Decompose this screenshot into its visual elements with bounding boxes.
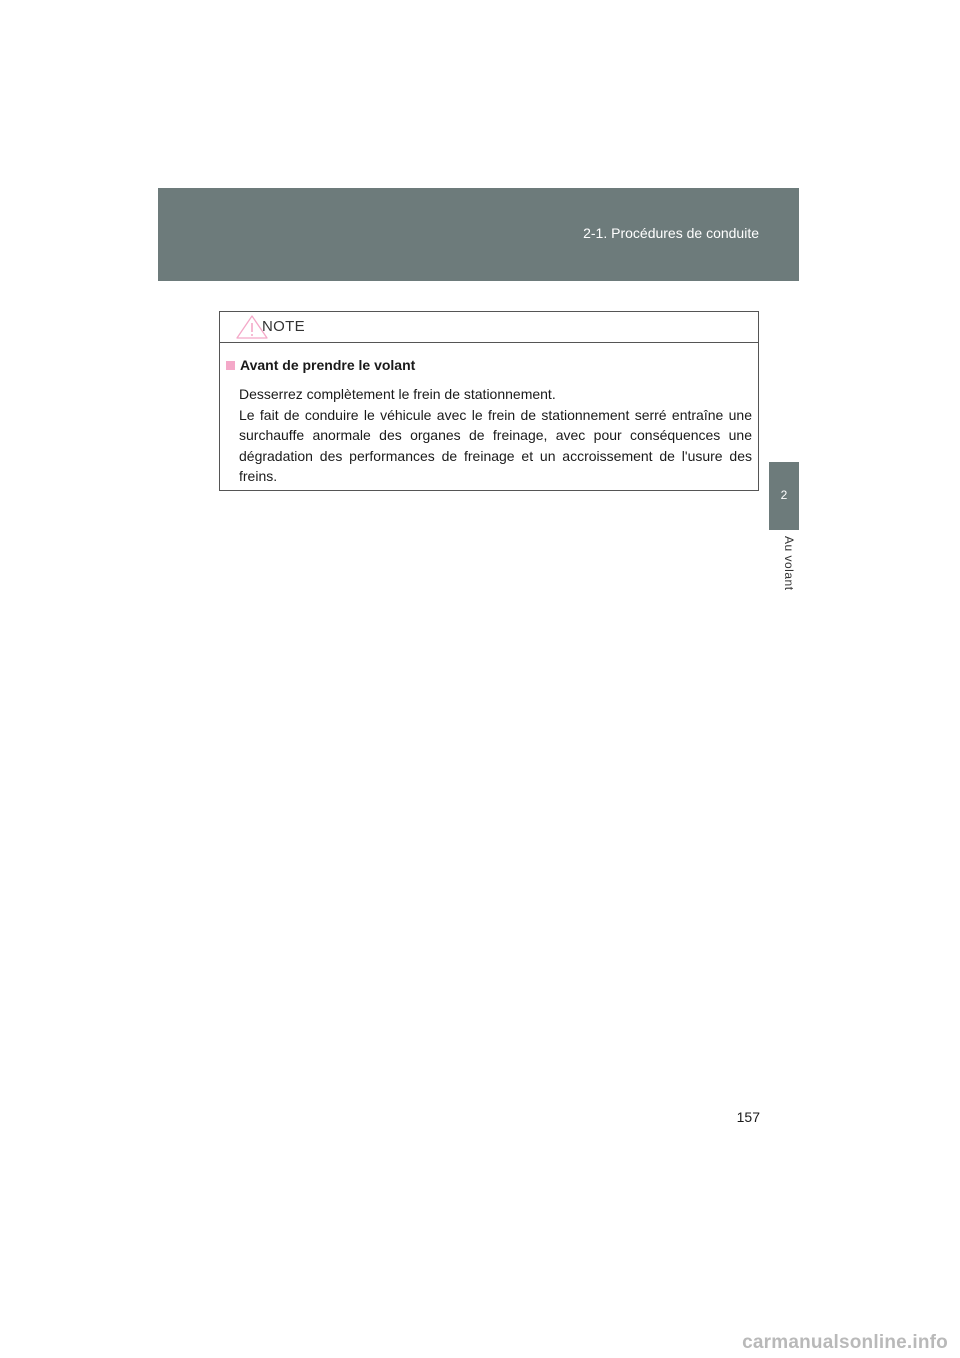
- note-body: [220, 343, 758, 487]
- watermark: carmanualsonline.info: [742, 1332, 948, 1353]
- note-heading-text: Avant de prendre le volant: [240, 357, 416, 373]
- chapter-label: Au volant: [782, 536, 796, 591]
- note-box: [219, 311, 759, 491]
- note-line-1: Desserrez complètement le frein de stationnement.: [239, 386, 556, 402]
- square-bullet-icon: [226, 361, 235, 370]
- page-number: 157: [736, 1109, 760, 1125]
- chapter-number: 2: [780, 488, 788, 502]
- section-title: 2-1. Procédures de conduite: [583, 225, 759, 241]
- chapter-tab: [769, 462, 799, 530]
- note-title: NOTE: [262, 318, 305, 335]
- note-paragraph: [239, 384, 752, 487]
- note-header: [220, 312, 758, 343]
- note-heading: [226, 356, 752, 374]
- header-band: [158, 188, 799, 281]
- note-line-2: Le fait de conduire le véhicule avec le frein de stationnement serré entraîne une surchauffe anormale des organes de freinage, avec pour conséquences une dégradation des performances de freinage et un accroissement de l'usure des freins.: [239, 406, 752, 484]
